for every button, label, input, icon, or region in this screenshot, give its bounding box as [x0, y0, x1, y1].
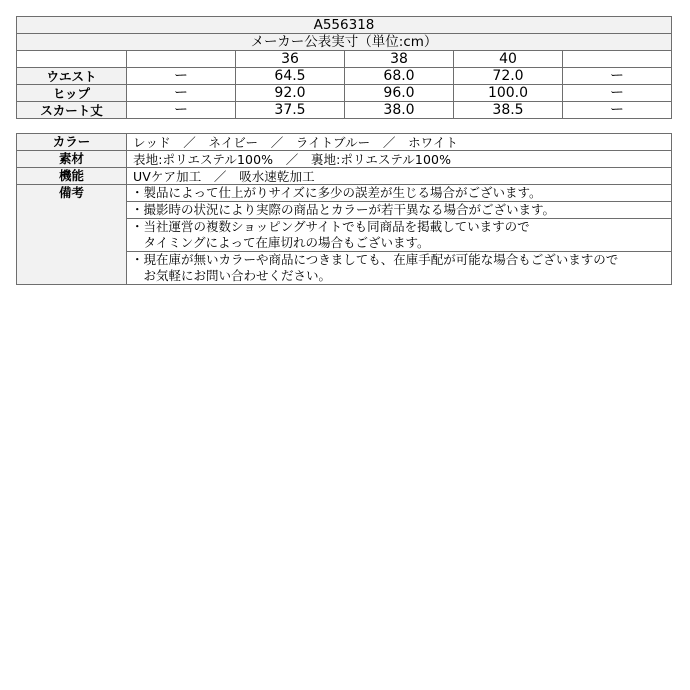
size-value: ー — [563, 68, 672, 85]
note-line: ・製品によって仕上がりサイズに多少の誤差が生じる場合がございます。 — [131, 185, 542, 200]
size-header — [563, 51, 672, 68]
size-header: 36 — [236, 51, 345, 68]
row-label: ウエスト — [17, 68, 127, 85]
note-item — [127, 202, 672, 219]
spec-table — [16, 133, 672, 285]
note-line: ・現在庫が無いカラーや商品につきましても、在庫手配が可能な場合もございますので — [131, 252, 619, 267]
size-value: 92.0 — [236, 85, 345, 102]
note-item — [127, 219, 672, 252]
spec-label: 素材 — [17, 151, 127, 168]
note-item — [127, 185, 672, 202]
size-value: 37.5 — [236, 102, 345, 119]
size-value: 38.0 — [345, 102, 454, 119]
note-item — [127, 252, 672, 285]
size-value: ー — [127, 68, 236, 85]
note-line: お気軽にお問い合わせください。 — [131, 268, 332, 283]
size-value: 100.0 — [454, 85, 563, 102]
note-line: ・当社運営の複数ショッピングサイトでも同商品を掲載していますので — [131, 219, 530, 234]
size-chart-table — [16, 16, 672, 119]
spec-label: 備考 — [17, 185, 127, 285]
size-value: 38.5 — [454, 102, 563, 119]
spec-label: カラー — [17, 134, 127, 151]
size-value: 64.5 — [236, 68, 345, 85]
size-value: ー — [563, 102, 672, 119]
product-code-row — [17, 17, 672, 34]
size-value: ー — [563, 85, 672, 102]
size-row-skirt-length — [17, 102, 672, 119]
note-line: ・撮影時の状況により実際の商品とカラーが若干異なる場合がございます。 — [131, 202, 556, 217]
size-value: ー — [127, 102, 236, 119]
spec-value-material: 表地:ポリエステル100% ／ 裏地:ポリエステル100% — [127, 151, 672, 168]
size-header — [127, 51, 236, 68]
spec-label: 機能 — [17, 168, 127, 185]
spec-value-function: UVケア加工 ／ 吸水速乾加工 — [127, 168, 672, 185]
size-value: 96.0 — [345, 85, 454, 102]
size-header: 40 — [454, 51, 563, 68]
size-header-row — [17, 51, 672, 68]
size-value: ー — [127, 85, 236, 102]
corner-cell — [17, 51, 127, 68]
spec-row-function — [17, 168, 672, 185]
size-chart-caption: メーカー公表実寸（単位:cm） — [17, 34, 672, 51]
spec-row-material — [17, 151, 672, 168]
caption-row — [17, 34, 672, 51]
spec-value-color: レッド ／ ネイビー ／ ライトブルー ／ ホワイト — [127, 134, 672, 151]
spec-row-color — [17, 134, 672, 151]
size-row-waist — [17, 68, 672, 85]
spec-row-notes — [17, 185, 672, 202]
size-row-hip — [17, 85, 672, 102]
size-header: 38 — [345, 51, 454, 68]
row-label: スカート丈 — [17, 102, 127, 119]
note-line: タイミングによって在庫切れの場合もございます。 — [131, 235, 430, 250]
row-label: ヒップ — [17, 85, 127, 102]
size-value: 68.0 — [345, 68, 454, 85]
size-value: 72.0 — [454, 68, 563, 85]
product-code: A556318 — [17, 17, 672, 34]
